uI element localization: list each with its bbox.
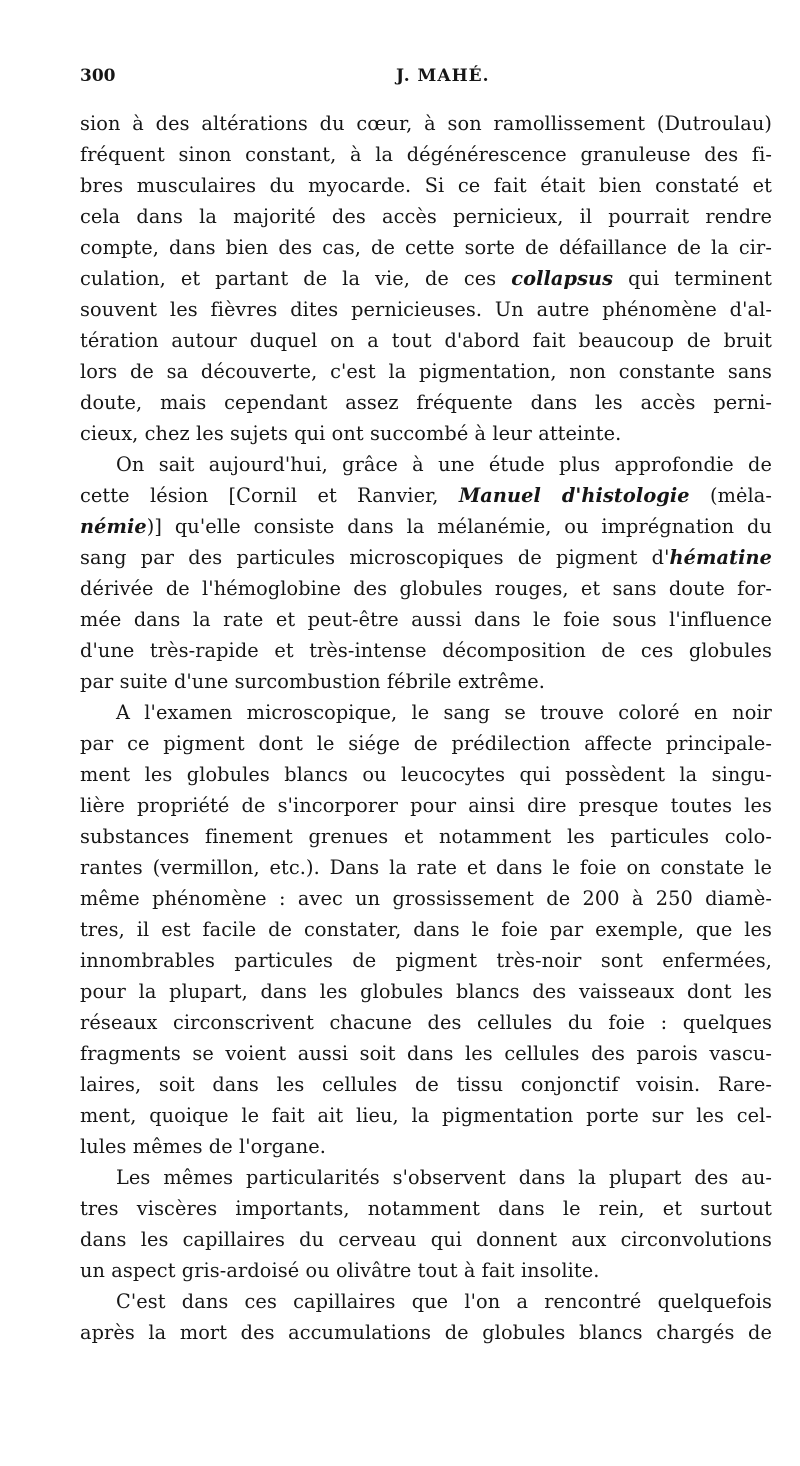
text-line: laires, soit dans les cellules de tissu conjonctif voisin. Rare- bbox=[80, 1073, 772, 1096]
text-line: substances finement grenues et notamment les particules colo- bbox=[80, 825, 772, 848]
text-line: dérivée de l'hémoglobine des globules rouges, et sans doute for- bbox=[80, 577, 772, 600]
text-line: souvent les fièvres dites pernicieuses. Un autre phénomène d'al- bbox=[80, 298, 772, 321]
paragraph-start-line: C'est dans ces capillaires que l'on a rencontré quelquefois bbox=[116, 1290, 772, 1313]
text-line: cette lésion [Cornil et Ranvier, Manuel d'histologie (mėla- bbox=[80, 484, 772, 507]
italic-term: némie bbox=[80, 515, 147, 538]
paragraph-start-line: Les mêmes particularités s'observent dans la plupart des au- bbox=[116, 1166, 772, 1189]
paragraph-start-line: On sait aujourd'hui, grâce à une étude plus approfondie de bbox=[116, 453, 772, 476]
text-line: innombrables particules de pigment très-noir sont enfermées, bbox=[80, 949, 772, 972]
text-line: lors de sa découverte, c'est la pigmentation, non constante sans bbox=[80, 360, 772, 383]
running-head: J. MAHÉ. bbox=[396, 66, 490, 86]
text-line: un aspect gris-ardoisé ou olivâtre tout à fait insolite. bbox=[80, 1259, 600, 1282]
text-line: tres viscères importants, notamment dans le rein, et surtout bbox=[80, 1197, 772, 1220]
text-line: sion à des altérations du cœur, à son ramollissement (Dutroulau) bbox=[80, 112, 772, 135]
text-line: culation, et partant de la vie, de ces collapsus qui terminent bbox=[80, 267, 773, 290]
text-line: même phénomène : avec un grossissement de 200 à 250 diamè- bbox=[80, 887, 772, 910]
text-line: après la mort des accumulations de globules blancs chargés de bbox=[80, 1321, 772, 1344]
text-line: dans les capillaires du cerveau qui donnent aux circonvolutions bbox=[80, 1228, 772, 1251]
text-line: lière propriété de s'incorporer pour ainsi dire presque toutes les bbox=[80, 794, 772, 817]
text-line: lules mêmes de l'organe. bbox=[80, 1135, 326, 1158]
text-line: rantes (vermillon, etc.). Dans la rate et dans le foie on constate le bbox=[80, 856, 772, 879]
text-line: fragments se voient aussi soit dans les cellules des parois vascu- bbox=[80, 1042, 772, 1065]
text-line: sang par des particules microscopiques de pigment d'hématine bbox=[80, 546, 772, 569]
text-line: némie)] qu'elle consiste dans la mélanémie, ou imprégnation du bbox=[80, 515, 772, 538]
text-line: mée dans la rate et peut-être aussi dans le foie sous l'influence bbox=[80, 608, 772, 631]
text-line: d'une très-rapide et très-intense décomposition de ces globules bbox=[80, 639, 772, 662]
text-line: bres musculaires du myocarde. Si ce fait était bien constaté et bbox=[80, 174, 772, 197]
page-number: 300 bbox=[80, 66, 116, 86]
italic-term: hématine bbox=[669, 546, 772, 569]
text-line: fréquent sinon constant, à la dégénérescence granuleuse des fi- bbox=[80, 143, 772, 166]
text-line: cieux, chez les sujets qui ont succombé à leur atteinte. bbox=[80, 422, 622, 445]
text-line: réseaux circonscrivent chacune des cellules du foie : quelques bbox=[80, 1011, 772, 1034]
italic-term: collapsus bbox=[511, 267, 614, 290]
text-line: tération autour duquel on a tout d'abord fait beaucoup de bruit bbox=[80, 329, 772, 352]
text-line: par suite d'une surcombustion fébrile extrême. bbox=[80, 670, 545, 693]
page-header bbox=[80, 66, 770, 96]
text-line: ment les globules blancs ou leucocytes qui possèdent la singu- bbox=[80, 763, 772, 786]
text-line: pour la plupart, dans les globules blancs des vaisseaux dont les bbox=[80, 980, 772, 1003]
text-line: cela dans la majorité des accès pernicieux, il pourrait rendre bbox=[80, 205, 772, 228]
body-text bbox=[80, 108, 772, 1348]
italic-title: Manuel d'histologie bbox=[458, 484, 690, 507]
text-line: ment, quoique le fait ait lieu, la pigmentation porte sur les cel- bbox=[80, 1104, 772, 1127]
text-line: tres, il est facile de constater, dans le foie par exemple, que les bbox=[80, 918, 772, 941]
text-line: par ce pigment dont le siége de prédilection affecte principale- bbox=[80, 732, 772, 755]
text-line: compte, dans bien des cas, de cette sorte de défaillance de la cir- bbox=[80, 236, 772, 259]
paragraph-start-line: A l'examen microscopique, le sang se trouve coloré en noir bbox=[116, 701, 772, 724]
text-line: doute, mais cependant assez fréquente dans les accès perni- bbox=[80, 391, 772, 414]
